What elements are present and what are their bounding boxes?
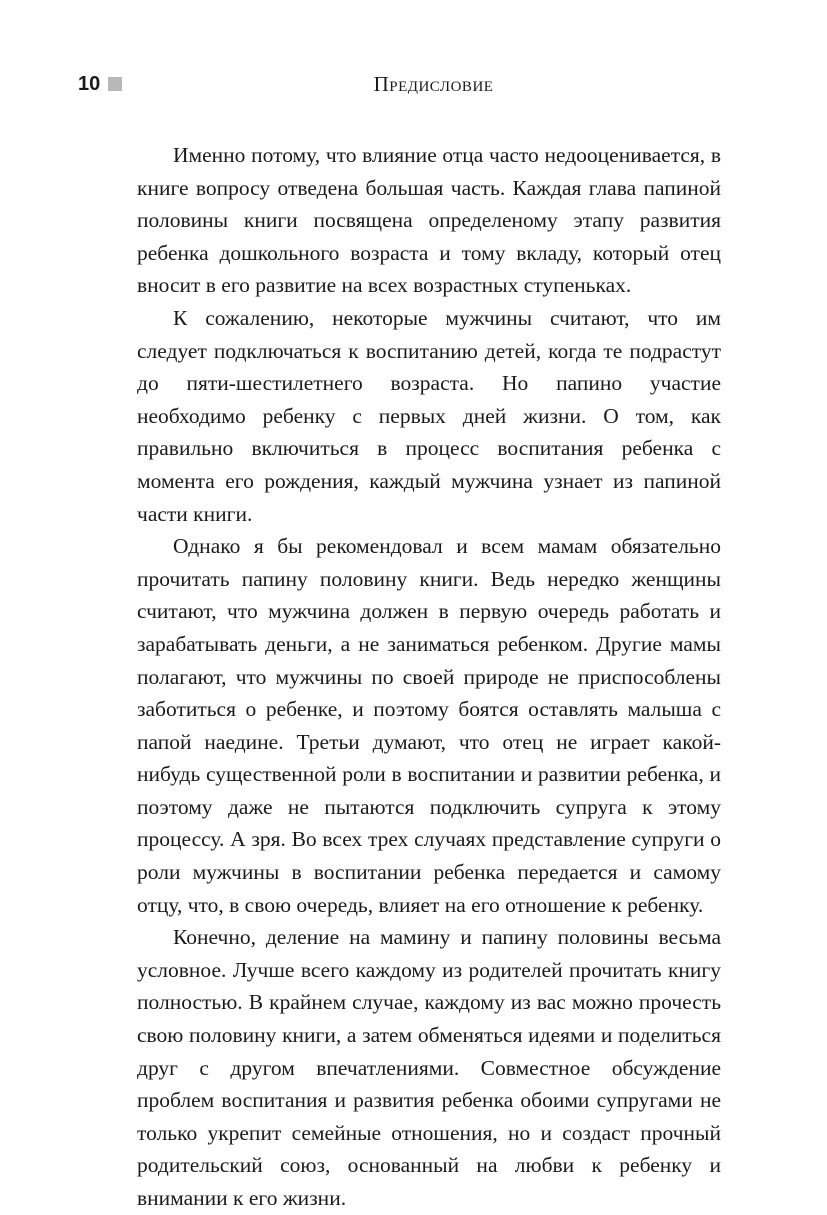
paragraph: Именно потому, что влияние отца часто недооценивается, в книге вопросу отведена большая часть. Каждая глава папиной половины книги посвящена определеному этапу развития ребенка дошкольного возраста и тому вкладу, который отец вносит в его развитие на всех возрастных ступеньках. <box>137 143 721 298</box>
paragraph: Однако я бы рекомендовал и всем мамам обязательно прочитать папину половину книги. Ведь нередко женщины считают, что мужчина должен в первую очередь работать и зарабатывать деньги, а не заниматься ребенком. Другие мамы полагают, что мужчины по своей природе не приспособлены заботиться о ребенке, и поэтому боятся оставлять малыша с папой наедине. Третьи думают, что отец не играет какой-нибудь существенной роли в воспитании и развитии ребенка, и поэтому даже не пытаются подключить супруга к этому процессу. А зря. Во всех трех случаях представление супруги о роли мужчины в воспитании ребенка передается и самому отцу, что, в свою очередь, влияет на его отношение к ребенку. <box>137 534 721 917</box>
page-number: 10 <box>78 73 101 95</box>
paragraph: К сожалению, некоторые мужчины считают, что им следует подключаться к воспитанию детей, когда те подрастут до пяти-шестилетнего возраста. Но папино участие необходимо ребенку с первых дней жизни. О том, как правильно включиться в процесс воспитания ребенка с момента его рождения, каждый мужчина узнает из папиной части книги. <box>137 305 721 526</box>
paragraph: Конечно, деление на мамину и папину половины весьма условное. Лучше всего каждому из родителей прочитать книгу полностью. В крайнем случае, каждому из вас можно прочесть свою половину книги, а затем обменяться идеями и поделиться друг с другом впечатлениями. Совместное обсуждение проблем воспитания и развития ребенка обоими супругами не только укрепит семейные отношения, но и создаст прочный родительский союз, основанный на любви к ребенку и внимании к его жизни. <box>137 925 721 1210</box>
body-text <box>137 139 721 1215</box>
page-header <box>0 68 827 100</box>
running-title: Предисловие <box>373 72 494 96</box>
